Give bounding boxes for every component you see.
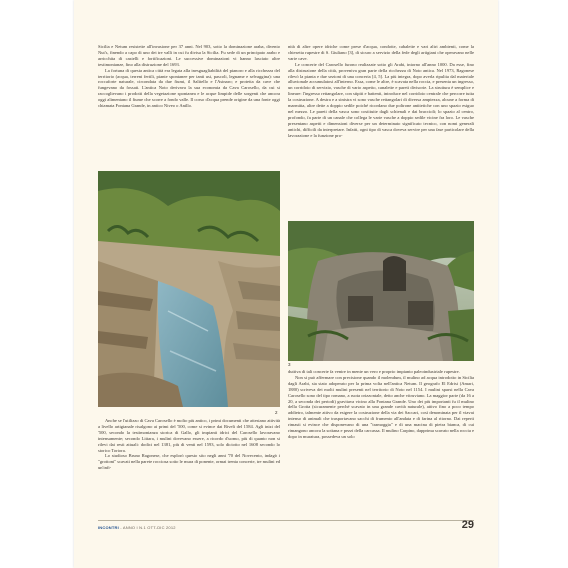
footer-rule bbox=[98, 520, 474, 521]
footer-brand: INCONTRI bbox=[98, 525, 119, 530]
paragraph: Lo studioso Bruno Ragonese, che esplorò questo sito negli anni '70 del Novecento, indagò i "grottoni" scavati nella parete rocciosa sotto le mura di ponente, ormai trenta concerie, tre mulini ed un'infi- bbox=[98, 453, 280, 471]
magazine-page bbox=[74, 0, 498, 568]
figure-number: 3 bbox=[288, 362, 291, 367]
footer-issue-info bbox=[98, 525, 176, 530]
footer-issue: - ANNO I N.1 OTT-DIC 2012 bbox=[118, 525, 176, 530]
paragraph: Sicilia e Netum resistette all'invasione per 37 anni. Nel 903, sotto la dominazione araba, divento Nut's, finendo a capo di uno dei tre valli in cui fu divisa la Sicilia. Fu sede di un principato arabo e arricchita di castelli e fortificazioni. Le successive dominazioni vi hanno lasciato altre testimonianze, fino alla distruzione del 1693. bbox=[98, 44, 280, 67]
left-column-top-text bbox=[98, 44, 280, 109]
paragraph: Non si può affermare con precisione quando il molendum, il mulino ad acqua introdotto in Sicilia dagli Arabi, sia stato adoperato per la prima volta nell'antica Netum. Il geografo El Edrisi (Amari, 1880) scriveva dei molti mulini presenti nel territorio di Noto nel 1154. I mulini sparsi nella Cava Carosello sono del tipo romano, a ruota orizzontale, detto anche vitruviano. La maggior parte (da 16 a 20, a seconda dei periodi) gravitava vicino alla Fontana Grande. Uno dei più importanti fu il mulino della Grotta (sicuramente perché scavato in una grande cavità naturale), attivo fino a poco tempo addietro, talmente attivo da esigere la costruzione della via dei Saccari, così denominata per il viavai intenso di animali che trasportavano sacchi di frumento all'andata e di farina al ritorno. Dai reperti rimasti si evince che disponevano di una "tramoggia" e di una macina di pietra bianca, di cui rimangono ancora la sottana e pezzi della carcassa. Il mulino Carpino, dapprima scavato nella roccia e dopo in muratura, possedeva un solo bbox=[288, 374, 474, 439]
figure-number: 2 bbox=[275, 410, 278, 415]
paragraph: nità di altre opere idriche come prese d'acqua, condotte, cabalette e vari altri ambienti, come la chiesetta rupestre di S. Giuliano [3], di sicuro a servizio della fede degli artigiani che operavano nelle varie cave. bbox=[288, 44, 474, 61]
page-number: 29 bbox=[461, 519, 474, 531]
right-column-bottom-text bbox=[288, 369, 474, 440]
photo-rock-cut-tannery bbox=[288, 221, 474, 361]
paragraph: Le concerie del Carosello furono realizzate sotto gli Arabi, intorno all'anno 1000. Da esse, fino alla distruzione della città, proveniva gran parte della ricchezza di Noto antica. Nel 1973, Ragonese rilevò la pianta e due sezioni di una conceria [4, 5]. La più integra, dopo averla ripulita dal materiale alluvionale accumulatosi all'interno. Essa, come le altre, è scavata nella roccia, e presenta un ingresso, un corridoio di servizio, vasche di vario aspetto, canalette e pareti divisorie. La struttura è semplice e lineare: l'ingresso rettangolare, con stipiti e battenti, introduce nel corridoio centrale che percorre tutta la costruzione. A destra e a sinistra vi sono vasche rettangolari di diversa ampiezza, alcune a forma di marmitta, altre dette a doppio sedile poiché ricordano due poltrone antitetiche con uno spazio esiguo nel mezzo. Le pareti della vasca sono costituite dagli schienali e dai braccioli; lo spazio al centro, profondo, fa parte di un canale che collega le varie vasche a doppio sedile vicine fra loro. Le vasche presentano aspetti e dimensioni diverse per un determinato significato tecnico, con nomi generali antichi, difficili da interpretare. Infatti, ogni tipo di vasca doveva servire per una fase particolare della lavorazione e la funzione pro- bbox=[288, 61, 474, 138]
paragraph: La fortuna di questa antica città era legata alla inesguagliabilità del pianoro e alla ricchezza del territorio (acqua, terreni fertili, piante spontanee per tanti usi, pascoli, legname e selvaggina): una roccaforte naturale, circondata da due fiumi, il Salitello e l'Asinaro; e protetta da cave che fungevano da fossati. L'antica Noto derivava la sua economia da Cava Carosello, da cui si raccoglievano i prodotti della vegetazione spontanea e le acque limpide delle sorgenti che ancora oggi alimentano il fiume che scorre a fondo valle. Il corso d'acqua prende origine da una fonte oggi chiamata Fontana Grande, in antico Niveo o Anillo. bbox=[98, 67, 280, 109]
right-column-top-text bbox=[288, 44, 474, 139]
paragraph: duttiva di tali concerie fa venire in mente un vero e proprio impianto paleoindustriale rupestre. bbox=[288, 369, 460, 374]
photo-cava-carosello-river bbox=[98, 171, 280, 407]
left-column-bottom-text bbox=[98, 418, 280, 471]
paragraph: Anche se l'utilizzo di Cava Carosello è molto più antico, i primi documenti che attestano attività a livello artigianale risalgono ai primi del '500, come si evince dai Riveli del 1584. Agli inizi del '500, secondo la testimonianza storica di Gallo, gli impianti idrici del Carosello lavoravano intensamente; secondo Littara, i mulini dovevano essere, a ricordo d'uomo, più di quanto non si rilevi dai resti attuali: dodici nel 1381, più di venti nel 1593, solo diciotto nel 1608 secondo lo storico Tortora. bbox=[98, 418, 280, 453]
